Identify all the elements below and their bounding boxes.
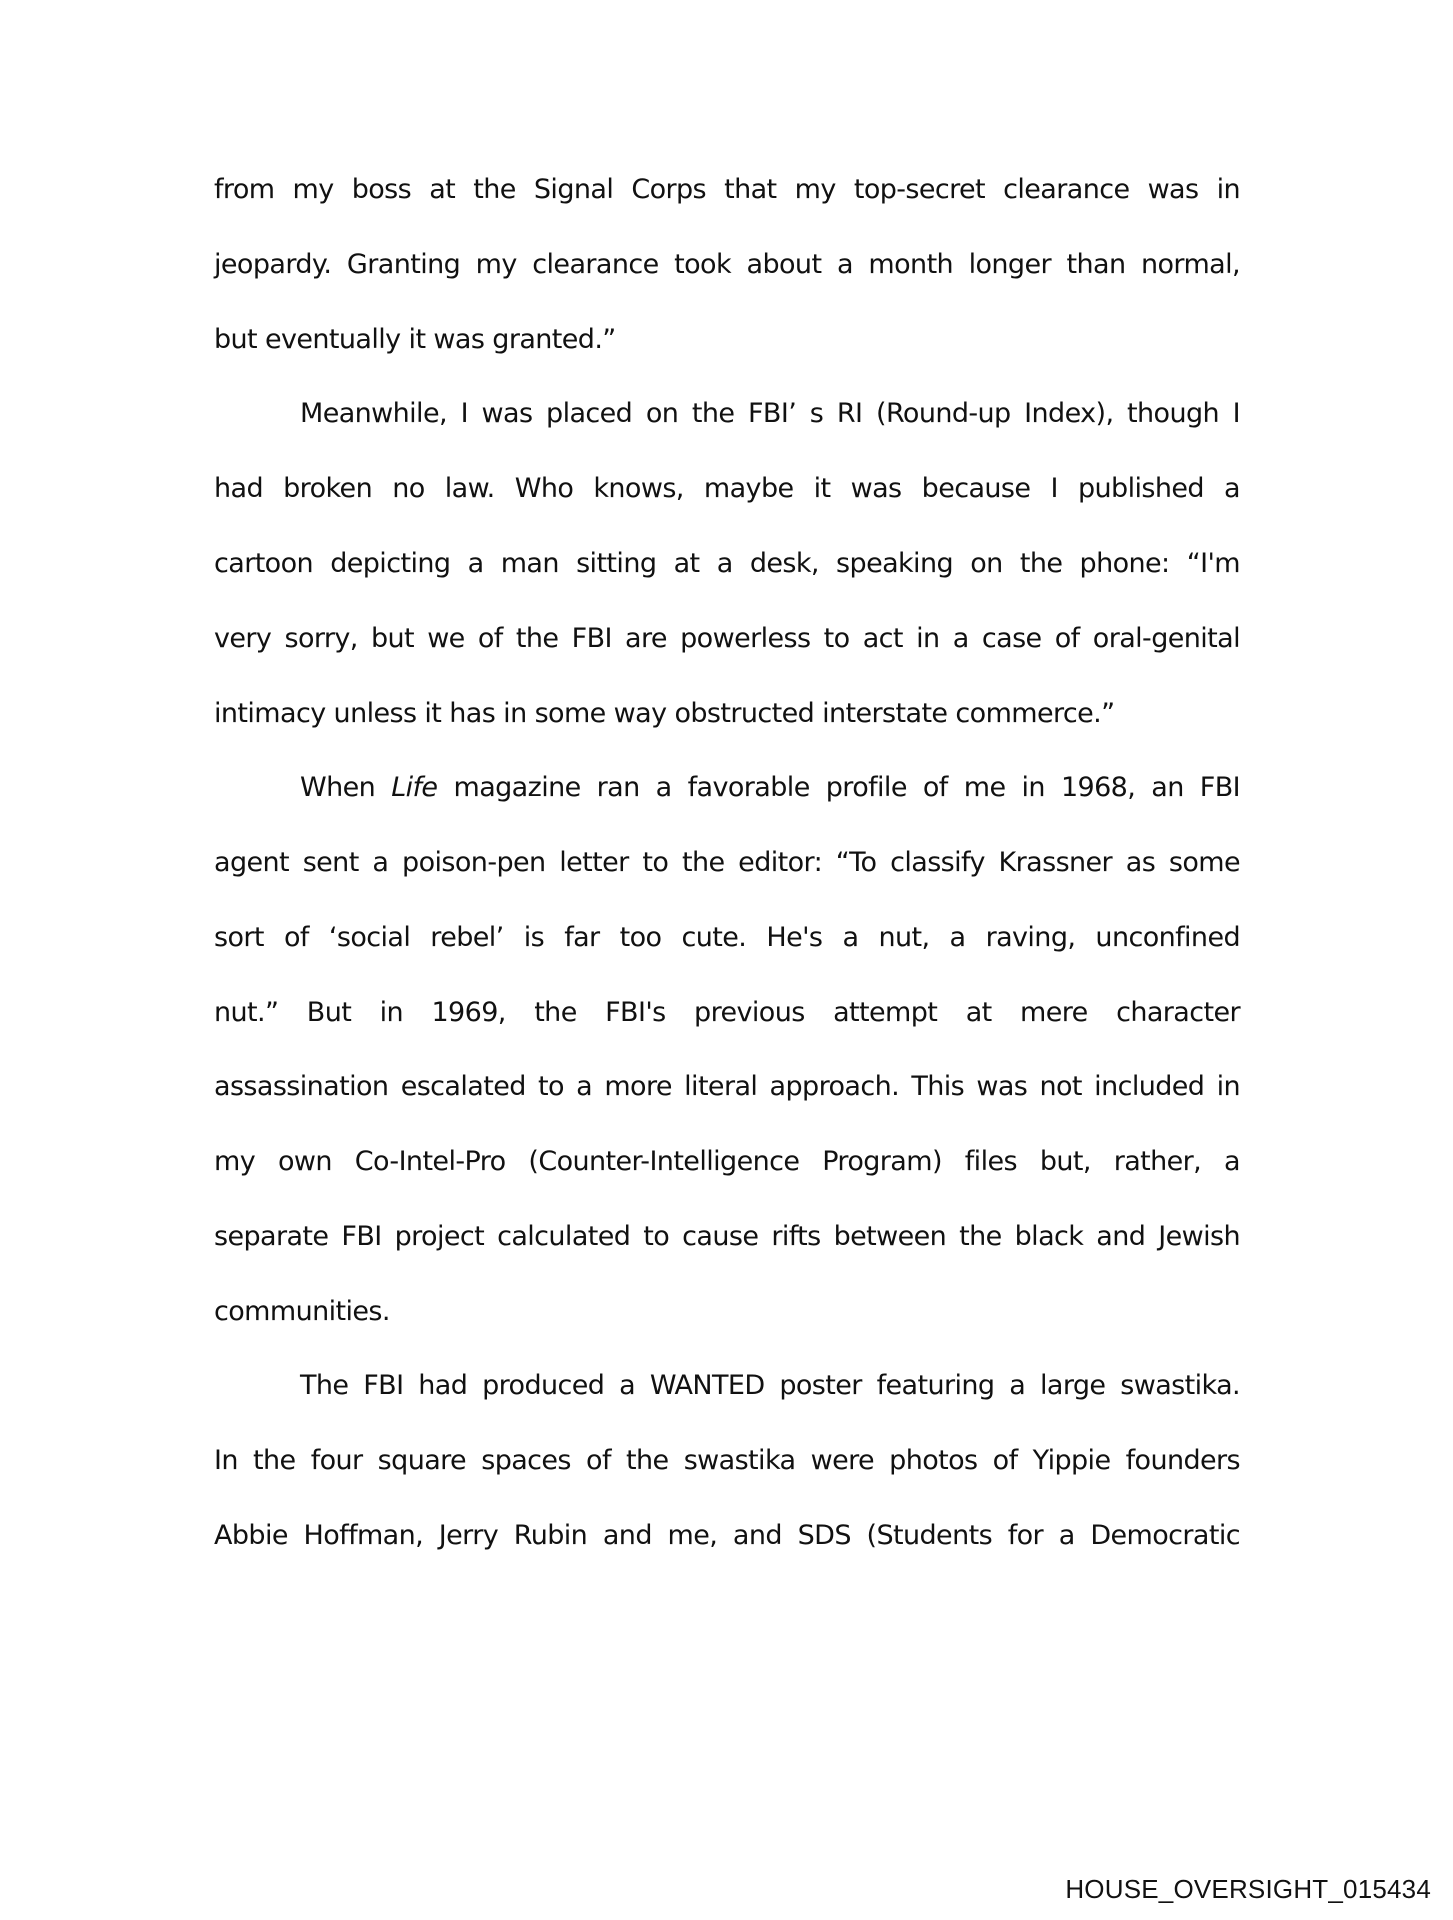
text-run: magazine ran a favorable profile of me in 1968, an FBI	[437, 772, 1241, 803]
text-line: communities.	[214, 1296, 390, 1327]
text-line: nut.” But in 1969, the FBI's previous attempt at mere character	[214, 997, 1240, 1028]
text-line: The FBI had produced a WANTED poster featuring a large swastika.	[300, 1370, 1240, 1401]
text-line: my own Co-Intel-Pro (Counter-Intelligence Program) files but, rather, a	[214, 1146, 1240, 1177]
text-run: When	[300, 772, 392, 803]
text-line: had broken no law. Who knows, maybe it was because I published a	[214, 473, 1240, 504]
text-line: but eventually it was granted.”	[214, 324, 616, 355]
text-line: In the four square spaces of the swastika were photos of Yippie founders	[214, 1445, 1240, 1476]
text-line: agent sent a poison-pen letter to the editor: “To classify Krassner as some	[214, 847, 1240, 878]
text-line: sort of ‘social rebel’ is far too cute. He's a nut, a raving, unconfined	[214, 922, 1240, 953]
text-line: from my boss at the Signal Corps that my top-secret clearance was in	[214, 174, 1240, 205]
text-line: Meanwhile, I was placed on the FBI’ s RI (Round-up Index), though I	[300, 398, 1240, 429]
text-line: Abbie Hoffman, Jerry Rubin and me, and SDS (Students for a Democratic	[214, 1520, 1240, 1551]
publication-title: Life	[391, 772, 438, 803]
text-line: jeopardy. Granting my clearance took about a month longer than normal,	[214, 249, 1240, 280]
text-line: cartoon depicting a man sitting at a desk, speaking on the phone: “I'm	[214, 548, 1240, 579]
text-line: assassination escalated to a more literal approach. This was not included in	[214, 1071, 1240, 1102]
text-line	[300, 770, 1240, 806]
text-line: very sorry, but we of the FBI are powerless to act in a case of oral-genital	[214, 623, 1240, 654]
text-line: separate FBI project calculated to cause rifts between the black and Jewish	[214, 1221, 1240, 1252]
bates-stamp: HOUSE_OVERSIGHT_015434	[1065, 1874, 1431, 1904]
text-line: intimacy unless it has in some way obstructed interstate commerce.”	[214, 698, 1115, 729]
